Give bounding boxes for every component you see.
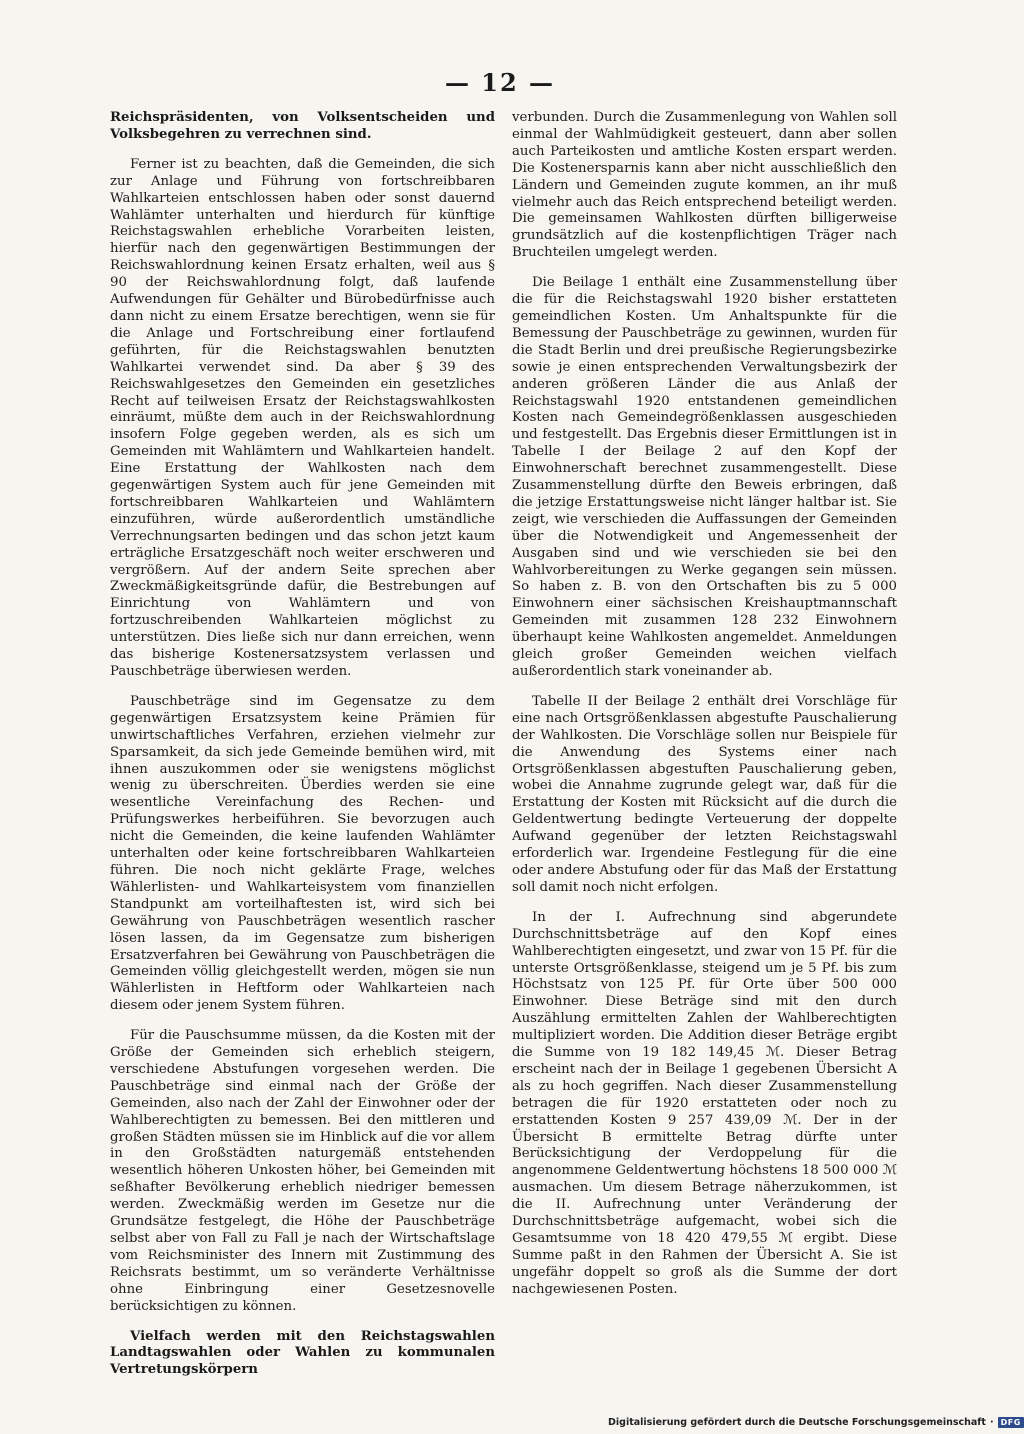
paragraph: verbunden. Durch die Zusammenlegung von Wahlen soll einmal der Wahlmüdigkeit gesteuert, dann aber sollen auch Parteikosten und amtliche Kosten erspart werden. Die Kostenersparnis kann aber nicht ausschließlich den Ländern und Gemeinden zugute kommen, an ihr muß vielmehr auch das Reich entsprechend beteiligt werden. Die gemeinsamen Wahlkosten dürften billigerweise grundsätzlich auf die kostenpflichtigen Träger nach Bruchteilen umgelegt werden. bbox=[512, 110, 897, 261]
dfg-logo: DFG bbox=[998, 1417, 1024, 1428]
paragraph: In der I. Aufrechnung sind abgerundete Durchschnittsbeträge auf den Kopf eines Wahlberechtigten eingesetzt, und zwar von 15 Pf. für die unterste Ortsgrößenklasse, steigend um je 5 Pf. bis zum Höchstsatz von 125 Pf. für Orte über 500 000 Einwohner. Diese Beträge sind mit den durch Auszählung ermittelten Zahlen der Wahlberechtigten multipliziert worden. Die Addition dieser Beträge ergibt die Summe von 19 182 149,45 ℳ. Dieser Betrag erscheint nach der in Beilage 1 gegebenen Übersicht A als zu hoch gegriffen. Nach dieser Zusammenstellung betragen die für 1920 erstatteten oder noch zu erstattenden Kosten 9 257 439,09 ℳ. Der in der Übersicht B ermittelte Betrag dürfte unter Berücksichtigung der Verdoppelung für die angenommene Geldentwertung höchstens 18 500 000 ℳ ausmachen. Um diesem Betrage näherzukommen, ist die II. Aufrechnung unter Veränderung der Durchschnittsbeträge aufgemacht, wobei sich die Gesamtsumme von 18 420 479,55 ℳ ergibt. Diese Summe paßt in den Rahmen der Übersicht A. Sie ist ungefähr doppelt so groß als die Summe der dort nachgewiesenen Posten. bbox=[512, 909, 897, 1297]
paragraph: Reichspräsidenten, von Volksentscheiden und Volksbegehren zu verrechnen sind. bbox=[110, 110, 495, 142]
left-column bbox=[110, 110, 495, 1392]
paragraph: Ferner ist zu beachten, daß die Gemeinden, die sich zur Anlage und Führung von fortschreibbaren Wahlkarteien entschlossen haben oder sonst dauernd Wahlämter unterhalten und hierdurch für künftige Reichstagswahlen erhebliche Vorarbeiten leisten, hierfür nach den gegenwärtigen Bestimmungen der Reichswahlordnung keinen Ersatz erhalten, weil aus § 90 der Reichswahlordnung folgt, daß laufende Aufwendungen für Gehälter und Bürobedürfnisse auch dann nicht zu einem Ersatze berechtigen, wenn sie für die Anlage und Fortschreibung einer fortlaufend geführten, für die Reichstagswahlen benutzten Wahlkartei verwendet sind. Da aber § 39 des Reichswahlgesetzes den Gemeinden ein gesetzliches Recht auf teilweisen Ersatz der Reichstagswahlkosten einräumt, müßte dem auch in der Reichswahlordnung insofern Folge gegeben werden, als es sich um Gemeinden mit Wahlämtern und Wahlkarteien handelt. Eine Erstattung der Wahlkosten nach dem gegenwärtigen System auch für jene Gemeinden mit fortschreibbaren Wahlkarteien und Wahlämtern einzuführen, würde außerordentlich umständliche Verrechnungsarten bedingen und das schon jetzt kaum erträgliche Ersatzgeschäft noch weiter erschweren und vergrößern. Auf der andern Seite sprechen aber Zweckmäßigkeitsgründe dafür, die Bestrebungen auf Einrichtung von Wahlämtern und von fortzuschreibenden Wahlkarteien möglichst zu unterstützen. Dies ließe sich nur dann erreichen, wenn das bisherige Kostenersatzsystem verlassen und Pauschbeträge überwiesen werden. bbox=[110, 156, 495, 679]
paragraph: Vielfach werden mit den Reichstagswahlen Landtagswahlen oder Wahlen zu kommunalen Vertretungskörpern bbox=[110, 1328, 495, 1378]
paragraph: Tabelle II der Beilage 2 enthält drei Vorschläge für eine nach Ortsgrößenklassen abgestufte Pauschalierung der Wahlkosten. Die Vorschläge sollen nur Beispiele für die Anwendung des Systems einer nach Ortsgrößenklassen abgestuften Pauschalierung geben, wobei die Annahme zugrunde gelegt war, daß für die Erstattung der Kosten mit Rücksicht auf die durch die Geldentwertung bedingte Verteuerung der doppelte Aufwand gegenüber der letzten Reichstagswahl erforderlich war. Irgendeine Festlegung für die eine oder andere Abstufung oder für das Maß der Erstattung soll damit noch nicht erfolgen. bbox=[512, 693, 897, 895]
right-column bbox=[512, 110, 897, 1312]
paragraph: Die Beilage 1 enthält eine Zusammenstellung über die für die Reichstagswahl 1920 bisher erstatteten gemeindlichen Kosten. Um Anhaltspunkte für die Bemessung der Pauschbeträge zu gewinnen, wurden für die Stadt Berlin und drei preußische Regierungsbezirke sowie je einen entsprechenden Verwaltungsbezirk der anderen größeren Länder die aus Anlaß der Reichstagswahl 1920 entstandenen gemeindlichen Kosten nach Gemeindegrößenklassen ausgeschieden und festgestellt. Das Ergebnis dieser Ermittlungen ist in Tabelle I der Beilage 2 auf den Kopf der Einwohnerschaft berechnet zusammengestellt. Diese Zusammenstellung dürfte den Beweis erbringen, daß die jetzige Erstattungsweise nicht länger haltbar ist. Sie zeigt, wie verschieden die Auffassungen der Gemeinden über die Notwendigkeit und Angemessenheit der Ausgaben sind und wie verschieden sie bei den Wahlvorbereitungen zu Werke gegangen sein müssen. So haben z. B. von den Ortschaften bis zu 5 000 Einwohnern einer sächsischen Kreishauptmannschaft Gemeinden mit zusammen 128 232 Einwohnern überhaupt keine Wahlkosten angemeldet. Anmeldungen gleich großer Gemeinden weichen vielfach außerordentlich stark voneinander ab. bbox=[512, 275, 897, 679]
paragraph: Für die Pauschsumme müssen, da die Kosten mit der Größe der Gemeinden sich erheblich steigern, verschiedene Abstufungen vorgesehen werden. Die Pauschbeträge sind einmal nach der Größe der Gemeinden, also nach der Zahl der Einwohner oder der Wahlberechtigten zu bemessen. Bei den mittleren und großen Städten müssen sie im Hinblick auf die vor allem in den Großstädten naturgemäß entstehenden wesentlich höheren Unkosten höher, bei Gemeinden mit seßhafter Bevölkerung erheblich niedriger bemessen werden. Zweckmäßig werden im Gesetze nur die Grundsätze festgelegt, die Höhe der Pauschbeträge selbst aber von Fall zu Fall je nach der Wirtschaftslage vom Reichsminister des Innern mit Zustimmung des Reichsrats bestimmt, um so veränderte Verhältnisse ohne Einbringung einer Gesetzesnovelle berücksichtigen zu können. bbox=[110, 1028, 495, 1314]
digitization-credit: Digitalisierung gefördert durch die Deutsche Forschungsgemeinschaft · DFG bbox=[608, 1417, 1024, 1428]
paragraph: Pauschbeträge sind im Gegensatze zu dem gegenwärtigen Ersatzsystem keine Prämien für unwirtschaftliches Verfahren, erziehen vielmehr zur Sparsamkeit, da sich jede Gemeinde bemühen wird, mit ihnen auszukommen oder sie wenigstens möglichst wenig zu überschreiten. Überdies werden sie eine wesentliche Vereinfachung des Rechen- und Prüfungswerkes herbeiführen. Sie bevorzugen auch nicht die Gemeinden, die keine laufenden Wahlämter unterhalten oder keine fortschreibbaren Wahlkarteien führen. Die noch nicht geklärte Frage, welches Wählerlisten- und Wahlkarteisystem vom finanziellen Standpunkt am vorteilhaftesten ist, wird sich bei Gewährung von Pauschbeträgen wesentlich rascher lösen lassen, da im Gegensatze zum bisherigen Ersatzverfahren bei Gewährung von Pauschbeträgen die Gemeinden völlig gleichgestellt werden, mögen sie nun Wählerlisten in Heftform oder Wahlkarteien nach diesem oder jenem System führen. bbox=[110, 693, 495, 1014]
page-number: — 12 — bbox=[444, 68, 556, 97]
credit-text: Digitalisierung gefördert durch die Deutsche Forschungsgemeinschaft bbox=[608, 1417, 986, 1428]
